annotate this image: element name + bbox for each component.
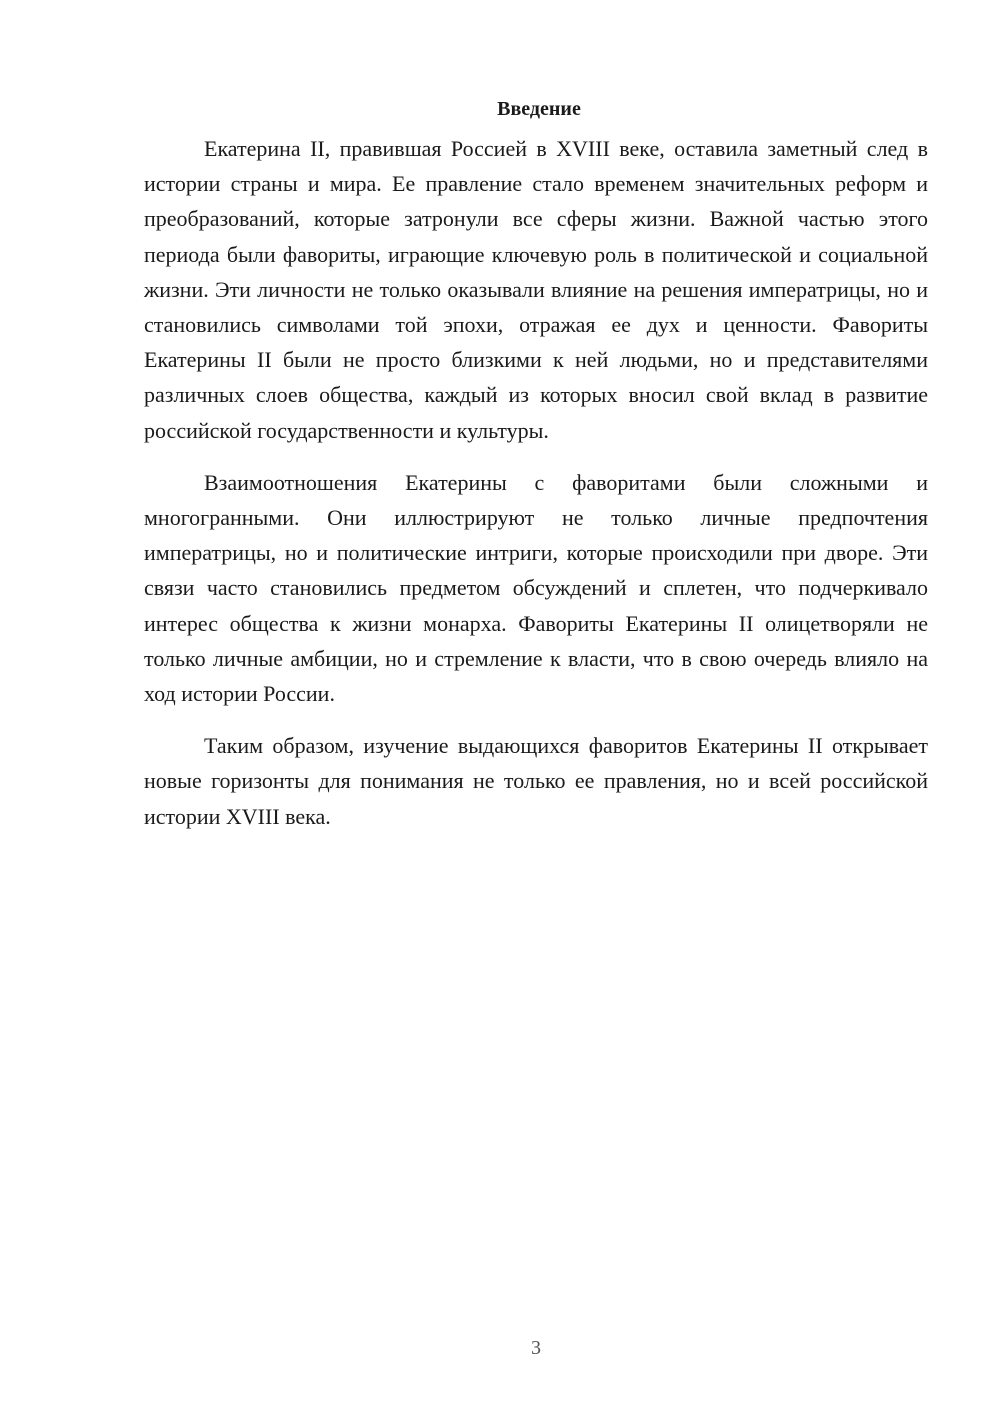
- paragraph-2: Взаимоотношения Екатерины с фаворитами были сложными и многогранными. Они иллюстрируют не только личные предпочтения императрицы, но и политические интриги, которые происходили при дворе. Эти связи часто становились предметом обсуждений и сплетен, что подчеркивало интерес общества к жизни монарха. Фавориты Екатерины II олицетворяли не только личные амбиции, но и стремление к власти, что в свою очередь влияло на ход истории России.: [144, 469, 928, 707]
- page-number: 3: [531, 1337, 541, 1359]
- paragraph-1: Екатерина II, правившая Россией в XVIII веке, оставила заметный след в истории страны и мира. Ее правление стало временем значительных реформ и преобразований, которые затронули все сферы жизни. Важной частью этого периода были фавориты, играющие ключевую роль в политической и социальной жизни. Эти личности не только оказывали влияние на решения императрицы, но и становились символами той эпохи, отражая ее дух и ценности. Фавориты Екатерины II были не просто близкими к ней людьми, но и представителями различных слоев общества, каждый из которых вносил свой вклад в развитие российской государственности и культуры.: [144, 136, 928, 443]
- section-heading: Введение: [497, 98, 581, 120]
- paragraph-3: Таким образом, изучение выдающихся фаворитов Екатерины II открывает новые горизонты для понимания не только ее правления, но и всей российской истории XVIII века.: [144, 733, 928, 829]
- page-content: [144, 95, 928, 851]
